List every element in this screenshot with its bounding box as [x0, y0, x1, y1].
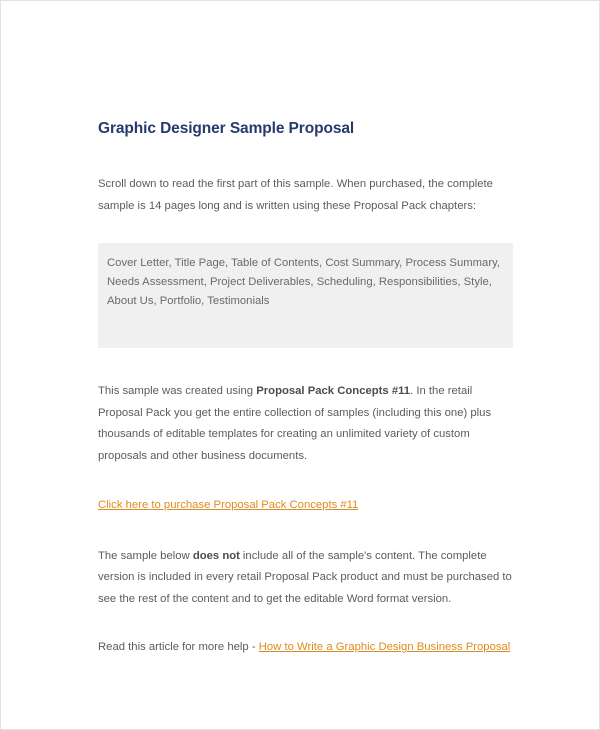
chapters-list-text: Cover Letter, Title Page, Table of Contents, Cost Summary, Process Summary, Needs Assessment, Project Deliverables, Scheduling, Responsibilities, Style, About Us, Portfolio, Testimonials	[107, 257, 501, 307]
product-name: Proposal Pack Concepts #11	[256, 385, 411, 397]
article-paragraph	[98, 637, 516, 659]
created-with-paragraph	[98, 381, 516, 467]
sample-notice-paragraph	[98, 546, 516, 611]
sample-notice-emphasis: does not	[192, 549, 240, 562]
purchase-proposal-pack-link[interactable]: Click here to purchase Proposal Pack Concepts #11	[98, 499, 359, 511]
created-with-rest: . In the retail Proposal Pack you get the entire collection of samples (including this one) plus thousands of editable templates for creating an unlimited variety of custom proposals and other business documents.	[98, 385, 492, 462]
page-title: Graphic Designer Sample Proposal	[98, 120, 355, 137]
sample-notice-rest: include all of the sample's content. The complete version is included in every retail Proposal Pack product and must be purchased to see the rest of the content and to get the editable Word format version.	[98, 549, 512, 605]
how-to-write-proposal-link[interactable]: How to Write a Graphic Design Business Proposal	[258, 641, 511, 653]
sample-notice-lead: The sample below	[98, 549, 193, 562]
created-with-lead: This sample was created using	[98, 385, 257, 397]
purchase-link-row	[98, 495, 516, 517]
chapters-box	[98, 243, 513, 348]
document-content	[98, 119, 516, 659]
intro-paragraph: Scroll down to read the first part of this sample. When purchased, the complete sample is 14 pages long and is written using these Proposal Pack chapters:	[98, 178, 493, 212]
article-lead: Read this article for more help -	[98, 641, 259, 653]
